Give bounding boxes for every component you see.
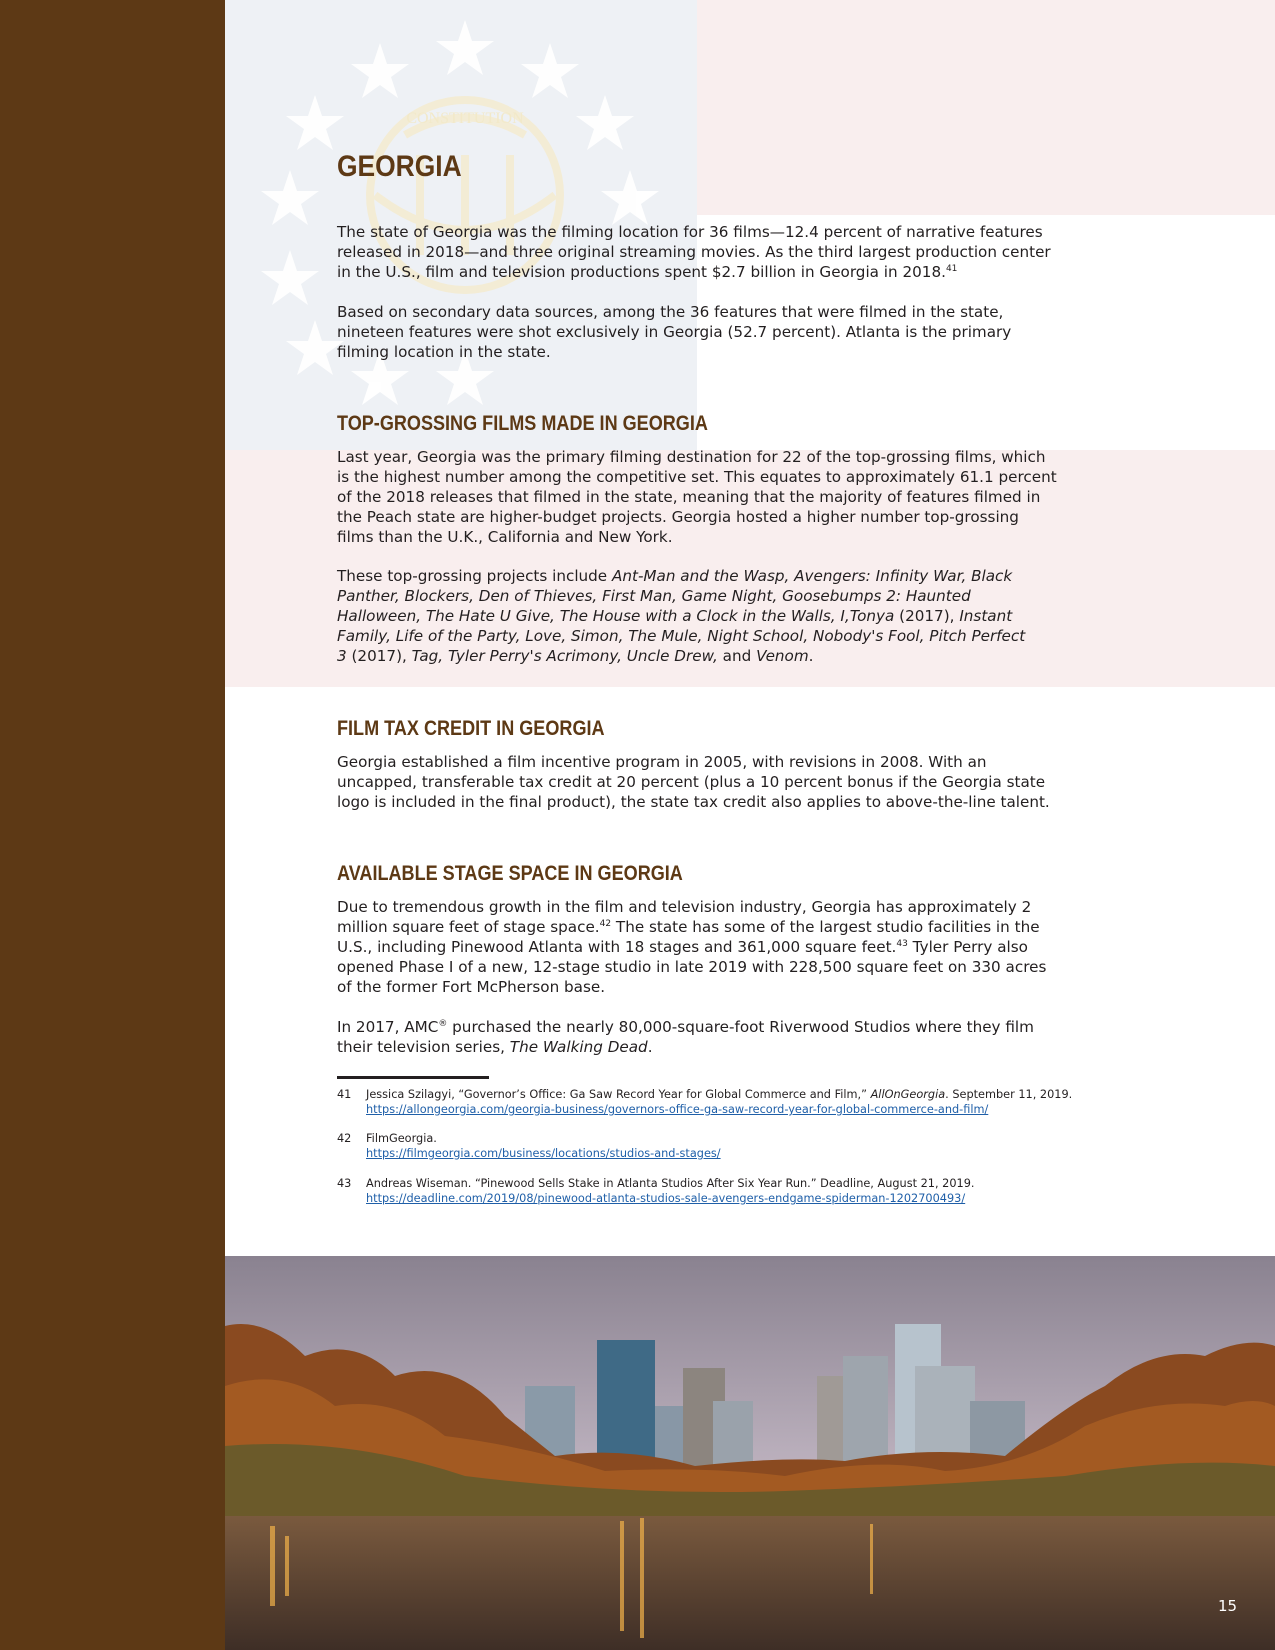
footnote-number: 41 [337, 1088, 352, 1101]
star-icon [601, 170, 659, 225]
brown-sidebar [0, 0, 225, 1650]
footnote-text: Andreas Wiseman. “Pinewood Sells Stake in Atlanta Studios After Six Year Run.” Deadline, August 21, 2019. https://deadline.com/2019/08/pinewood-atlanta-studios-sale-avengers-endgame-spiderman-1202700493/ [366, 1176, 1106, 1206]
top-grossing-paragraph-2: These top-grossing projects include Ant-Man and the Wasp, Avengers: Infinity War, Black Panther, Blockers, Den of Thieves, First Man, Game Night, Goosebumps 2: Haunted Halloween, The Hate U Give, The House with a Clock in the Walls, I,Tonya (2017), Instant Family, Life of the Party, Love, Simon, The Mule, Night School, Nobody's Fool, Pitch Perfect 3 (2017), Tag, Tyler Perry's Acrimony, Uncle Drew, and Venom. [337, 567, 1026, 665]
state-seal-watermark [255, 5, 675, 425]
footnote-text: FilmGeorgia. https://filmgeorgia.com/business/locations/studios-and-stages/ [366, 1131, 1106, 1161]
top-grossing-paragraph-1: Last year, Georgia was the primary filming destination for 22 of the top-grossing films, which is the highest number among the competitive set. This equates to approximately 61.1 percent of the 2018 releases that filmed in the state, meaning that the majority of features filmed in the Peach state are higher-budget projects. Georgia hosted a higher number top-grossing films than the U.K., California and New York. [337, 448, 1057, 546]
atlanta-skyline-photo [225, 1256, 1275, 1650]
footnote-link[interactable]: https://filmgeorgia.com/business/locations/studios-and-stages/ [366, 1147, 721, 1160]
heading-tax-credit: FILM TAX CREDIT IN GEORGIA [337, 717, 605, 740]
stage-space-paragraph-2: In 2017, AMC® purchased the nearly 80,000-square-foot Riverwood Studios where they film their television series, The Walking Dead. [337, 1018, 1034, 1056]
footnote-number: 42 [337, 1132, 352, 1145]
star-icon [576, 95, 634, 150]
star-icon [351, 43, 409, 98]
star-icon [521, 43, 579, 98]
star-icon [261, 170, 319, 225]
star-icon [436, 20, 494, 75]
stage-space-paragraph-1: Due to tremendous growth in the film and television industry, Georgia has approximately 2 million square feet of stage space.$^{42}$ The state has some of the largest studio facilities in the U.S., including Pinewood Atlanta with 18 stages and 361,000 square feet.$^{43}$ Tyler Perry also opened Phase I of a new, 12-stage studio in late 2019 with 228,500 square feet on 330 acres of the former Fort McPherson base. [337, 898, 1047, 996]
intro-paragraph-2: Based on secondary data sources, among the 36 features that were filmed in the state, nineteen features were shot exclusively in Georgia (52.7 percent). Atlanta is the primary filming location in the state. [337, 303, 1012, 361]
footnote-number: 43 [337, 1177, 352, 1190]
page-number: 15 [1218, 1597, 1238, 1615]
star-icon [286, 95, 344, 150]
footnote-text: Jessica Szilagyi, “Governor’s Office: Ga Saw Record Year for Global Commerce and Film,” AllOnGeorgia. September 11, 2019. https://allongeorgia.com/georgia-business/governors-office-ga-saw-record-year-for-global-commerce-and-film/ [366, 1087, 1106, 1117]
page-title: GEORGIA [337, 150, 462, 183]
footnote-divider [337, 1076, 489, 1079]
heading-stage-space: AVAILABLE STAGE SPACE IN GEORGIA [337, 862, 683, 885]
flag-stripe-top [697, 0, 1275, 215]
tax-credit-paragraph: Georgia established a film incentive program in 2005, with revisions in 2008. With an uncapped, transferable tax credit at 20 percent (plus a 10 percent bonus if the Georgia state logo is included in the final product), the state tax credit also applies to above-the-line talent. [337, 753, 1050, 811]
star-icon [261, 250, 319, 305]
star-icon [286, 320, 344, 375]
footnote-link[interactable]: https://deadline.com/2019/08/pinewood-atlanta-studios-sale-avengers-endgame-spiderman-1202700493/ [366, 1192, 966, 1205]
intro-paragraph-1: The state of Georgia was the filming location for 36 films—12.4 percent of narrative features released in 2018—and three original streaming movies. As the third largest production center in the U.S., film and television productions spent $2.7 billion in Georgia in 2018.41 [337, 223, 1051, 281]
heading-top-grossing: TOP-GROSSING FILMS MADE IN GEORGIA [337, 412, 708, 435]
seal-ring-text: CONSTITUTION [406, 110, 524, 127]
footnote-link[interactable]: https://allongeorgia.com/georgia-business/governors-office-ga-saw-record-year-for-global-commerce-and-film/ [366, 1103, 989, 1116]
